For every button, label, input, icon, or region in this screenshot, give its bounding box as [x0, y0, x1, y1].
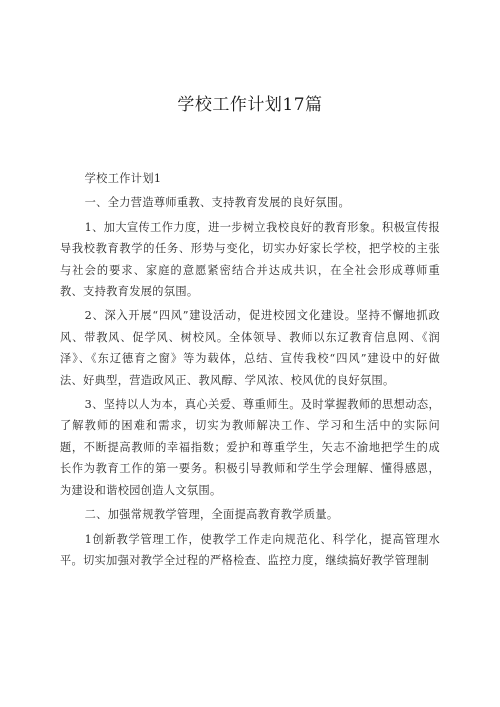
paragraph: 一、全力营造尊师重教、支持教育发展的良好氛围。: [84, 196, 350, 210]
document-body: [60, 168, 440, 571]
paragraph: 1、加大宣传工作力度，进一步树立我校良好的教育形象。积极宣传报导我校教育教学的任务、形势与变化，切实办好家长学校，把学校的主张与社会的要求、家庭的意愿紧密结合并达成共识，在全社会形成尊师重教、支持教育发展的氛围。: [60, 220, 440, 299]
section-subtitle: 学校工作计划1: [84, 172, 162, 185]
paragraph: 2、深入开展“四风”建设活动，促进校园文化建设。坚持不懈地抓政风、带教风、促学风、树校风。全体领导、教师以东辽教育信息网、《润泽》、《东辽德育之窗》等为载体，总结、宣传我校“四风”建设中的好做法、好典型，营造政风正、教风醇、学风浓、校风优的良好氛围。: [60, 309, 440, 387]
paragraph: 1创新教学管理工作，使教学工作走向规范化、科学化，提高管理水平。切实加强对教学全过程的严格检查、监控力度，继续搞好教学管理制: [60, 532, 440, 567]
paragraph: 3、坚持以人为本，真心关爱、尊重师生。及时掌握教师的思想动态，了解教师的困难和需求，切实为教师解决工作、学习和生活中的实际问题，不断提高教师的幸福指数；爱护和尊重学生，矢志不渝地把学生的成长作为教育工作的第一要务。积极引导教师和学生学会理解、懂得感恩，为建设和谐校园创造人文氛围。: [60, 398, 440, 497]
document-title: 学校工作计划17篇: [177, 95, 323, 115]
paragraph: 二、加强常规教学管理，全面提高教育教学质量。: [84, 508, 339, 522]
